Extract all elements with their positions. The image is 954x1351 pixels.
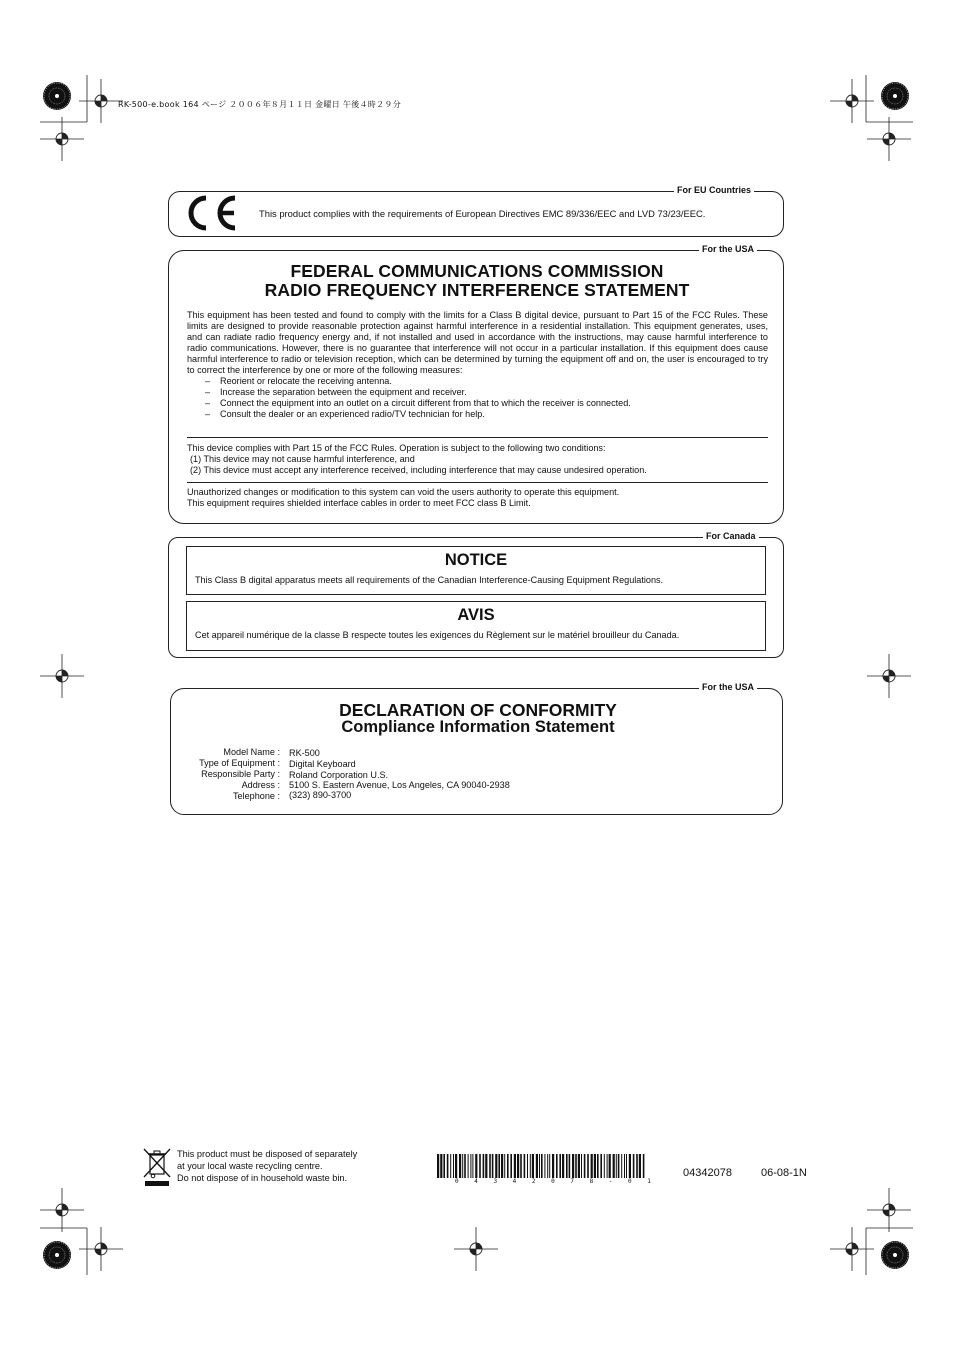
barcode-bar bbox=[639, 1154, 641, 1178]
barcode-bar bbox=[581, 1154, 582, 1178]
barcode-bar bbox=[591, 1154, 593, 1178]
barcode-bar bbox=[539, 1154, 540, 1178]
barcode-bar bbox=[479, 1154, 481, 1178]
barcode-bar bbox=[468, 1154, 469, 1178]
part-number: 04342078 bbox=[683, 1167, 732, 1179]
fcc-condition-1: (1) This device may not cause harmful interference, and bbox=[190, 454, 415, 464]
field-value: Digital Keyboard bbox=[289, 759, 356, 769]
fcc-intro bbox=[187, 310, 768, 420]
barcode-bar bbox=[475, 1154, 477, 1178]
barcode-bar bbox=[626, 1154, 627, 1178]
barcode-bar bbox=[507, 1154, 509, 1178]
barcode-bar bbox=[532, 1154, 534, 1178]
fcc-warnings bbox=[187, 487, 768, 509]
barcode-bar bbox=[569, 1154, 571, 1178]
barcode-bar bbox=[541, 1154, 543, 1178]
fcc-conditions bbox=[187, 443, 768, 476]
barcode-bar bbox=[462, 1154, 463, 1178]
barcode-bar bbox=[447, 1154, 449, 1178]
notice-text: This Class B digital apparatus meets all requirements of the Canadian Interference-Causing Equipment Regulations. bbox=[195, 575, 664, 585]
barcode-bar bbox=[459, 1154, 461, 1178]
field-value: 5100 S. Eastern Avenue, Los Angeles, CA 90040-2938 bbox=[289, 780, 510, 790]
barcode-bar bbox=[453, 1154, 454, 1178]
barcode-bar bbox=[594, 1154, 596, 1178]
fcc-measure: – Reorient or relocate the receiving antenna. bbox=[187, 376, 768, 387]
barcode-bar bbox=[633, 1154, 635, 1178]
barcode-bar bbox=[437, 1154, 439, 1178]
disposal-line-3: Do not dispose of in household waste bin. bbox=[177, 1173, 348, 1184]
divider bbox=[187, 482, 768, 483]
fcc-title-line1: FEDERAL COMMUNICATIONS COMMISSION bbox=[290, 261, 664, 281]
barcode-bar bbox=[616, 1154, 617, 1178]
barcode-bar bbox=[609, 1154, 611, 1178]
barcode-bar bbox=[618, 1154, 620, 1178]
field-value: Roland Corporation U.S. bbox=[289, 770, 389, 780]
field-label: Telephone : bbox=[232, 791, 280, 801]
disposal-line-1: This product must be disposed of separately bbox=[177, 1149, 358, 1159]
barcode-bar bbox=[483, 1154, 485, 1178]
avis-box bbox=[186, 601, 766, 651]
barcode-bar bbox=[470, 1154, 471, 1178]
barcode-bar bbox=[562, 1154, 564, 1178]
fcc-measure: – Increase the separation between the equipment and receiver. bbox=[187, 387, 768, 398]
eu-tag: For EU Countries bbox=[674, 185, 754, 196]
barcode-bar bbox=[621, 1154, 622, 1178]
print-code: 06-08-1N bbox=[761, 1167, 807, 1179]
declaration-tag: For the USA bbox=[699, 682, 757, 693]
canada-tag: For Canada bbox=[703, 531, 759, 542]
field-label: Address : bbox=[241, 780, 280, 790]
barcode-bar bbox=[566, 1154, 568, 1178]
avis-title: AVIS bbox=[457, 606, 495, 624]
fcc-measure: – Connect the equipment into an outlet on a circuit different from that to which the receiver is connected. bbox=[187, 398, 768, 409]
barcode-bar bbox=[600, 1154, 602, 1178]
fcc-tag: For the USA bbox=[699, 244, 757, 255]
divider bbox=[187, 437, 768, 438]
barcode-bar bbox=[549, 1154, 550, 1178]
barcode-digits: 0 4 3 4 2 0 7 8 - 0 1 bbox=[455, 1178, 657, 1185]
barcode-bar bbox=[495, 1154, 497, 1178]
barcode-bar bbox=[530, 1154, 531, 1178]
barcode-bar bbox=[578, 1154, 580, 1178]
barcode-bar bbox=[472, 1154, 473, 1178]
barcode-bar bbox=[455, 1154, 457, 1178]
barcode-bar bbox=[520, 1154, 522, 1178]
barcode-bar bbox=[450, 1154, 451, 1178]
notice-box bbox=[186, 546, 766, 595]
print-header: RK-500-e.book 164 ページ ２００６年８月１１日 金曜日 午後４時２９分 bbox=[118, 100, 401, 109]
fcc-title-line2: RADIO FREQUENCY INTERFERENCE STATEMENT bbox=[264, 280, 690, 300]
barcode-bar bbox=[604, 1154, 605, 1178]
declaration-subtitle: Compliance Information Statement bbox=[341, 718, 615, 736]
fcc-conditions-intro: This device complies with Part 15 of the FCC Rules. Operation is subject to the following two conditions: bbox=[187, 443, 606, 453]
barcode-bar bbox=[517, 1154, 519, 1178]
ce-mark-icon bbox=[182, 194, 240, 232]
fcc-warning-1: Unauthorized changes or modification to this system can void the users authority to operate this equipment. bbox=[187, 487, 620, 497]
barcode-bar bbox=[572, 1154, 574, 1178]
barcode-bar bbox=[504, 1154, 505, 1178]
avis-text: Cet appareil numérique de la classe B respecte toutes les exigences du Règlement sur le matériel brouilleur du Canada. bbox=[195, 630, 680, 640]
fcc-measures-list bbox=[187, 376, 768, 420]
barcode-bar bbox=[547, 1154, 548, 1178]
barcode-bar bbox=[464, 1154, 466, 1178]
barcode-bar bbox=[489, 1154, 491, 1178]
barcode-bar bbox=[643, 1154, 645, 1178]
field-value: RK-500 bbox=[289, 748, 320, 758]
barcode-bar bbox=[443, 1154, 445, 1178]
barcode-bar bbox=[552, 1154, 554, 1178]
fcc-warning-2: This equipment requires shielded interface cables in order to meet FCC class B Limit. bbox=[187, 498, 531, 508]
barcode-bar bbox=[636, 1154, 638, 1178]
eu-compliance-text: This product complies with the requirements of European Directives EMC 89/336/EEC and LVD 73/23/EEC. bbox=[259, 208, 706, 219]
barcode-bar bbox=[629, 1154, 631, 1178]
barcode-bar bbox=[510, 1154, 512, 1178]
barcode-bar bbox=[492, 1154, 494, 1178]
barcode bbox=[437, 1154, 645, 1178]
fcc-intro-text: This equipment has been tested and found to comply with the limits for a Class B digital device, pursuant to Part 15 of the FCC Rules. These limits are designed to provide reasonable protection against harmful interference in a residential installation. This equipment generates, uses, and can radiate radio frequency energy and, if not installed and used in accordance with the instructions, may cause harmful interference to radio communications. However, there is no guarantee that interference will not occur in a particular installation. If this equipment does cause harmful interference to radio or television reception, which can be determined by turning the equipment off and on, the user is encouraged to try to correct the interference by one or more of the following measures: bbox=[187, 310, 768, 375]
field-value: (323) 890-3700 bbox=[289, 790, 352, 800]
barcode-bar bbox=[613, 1154, 615, 1178]
barcode-bar bbox=[607, 1154, 608, 1178]
field-label: Model Name : bbox=[223, 747, 280, 757]
barcode-bar bbox=[514, 1154, 516, 1178]
barcode-bar bbox=[524, 1154, 526, 1178]
crossed-bin-icon bbox=[141, 1146, 173, 1188]
fcc-condition-2: (2) This device must accept any interference received, including interference that may cause undesired operation. bbox=[190, 465, 647, 475]
disposal-line-2: at your local waste recycling centre. bbox=[177, 1161, 323, 1172]
barcode-bar bbox=[587, 1154, 589, 1178]
barcode-bar bbox=[440, 1154, 442, 1178]
declaration-title: DECLARATION OF CONFORMITY bbox=[339, 700, 617, 720]
barcode-bar bbox=[536, 1154, 538, 1178]
barcode-bar bbox=[527, 1154, 528, 1178]
barcode-bar bbox=[556, 1154, 558, 1178]
barcode-bar bbox=[501, 1154, 503, 1178]
notice-title: NOTICE bbox=[444, 551, 508, 569]
barcode-bar bbox=[575, 1154, 577, 1178]
field-label: Type of Equipment : bbox=[199, 758, 280, 768]
barcode-bar bbox=[485, 1154, 487, 1178]
barcode-bar bbox=[559, 1154, 561, 1178]
disposal-notice bbox=[177, 1148, 357, 1185]
barcode-bar bbox=[544, 1154, 545, 1178]
fcc-measure: – Consult the dealer or an experienced radio/TV technician for help. bbox=[187, 409, 768, 420]
barcode-bar bbox=[584, 1154, 586, 1178]
barcode-bar bbox=[597, 1154, 599, 1178]
field-label: Responsible Party : bbox=[201, 769, 280, 779]
barcode-bar bbox=[498, 1154, 500, 1178]
barcode-bar bbox=[624, 1154, 625, 1178]
